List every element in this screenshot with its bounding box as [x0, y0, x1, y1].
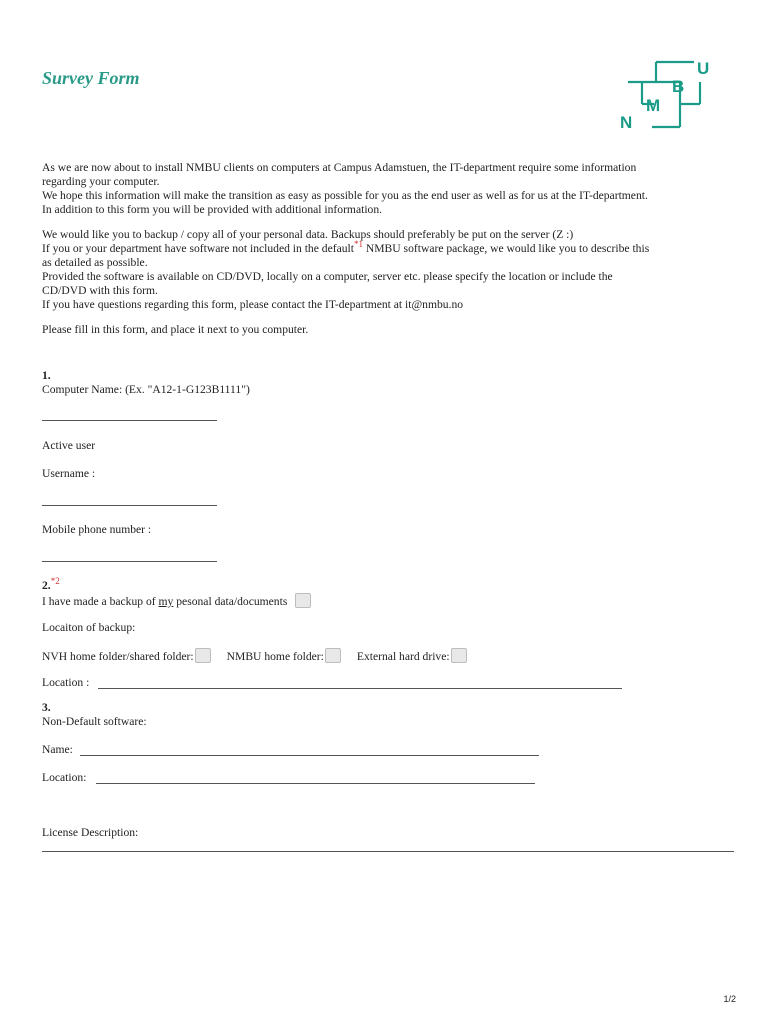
- section-2-number: [42, 576, 60, 593]
- section-3-number: 3.: [42, 701, 51, 714]
- intro-line: as detailed as possible.: [42, 256, 148, 269]
- page-title: Survey Form: [42, 68, 140, 88]
- username-field[interactable]: [42, 505, 217, 506]
- logo-letter-m: M: [646, 96, 661, 115]
- license-description-label: License Description:: [42, 826, 139, 839]
- intro-line: regarding your computer.: [42, 175, 160, 188]
- external-drive-checkbox[interactable]: [451, 648, 467, 663]
- nvh-home-label: NVH home folder/shared folder:: [42, 650, 194, 663]
- logo-letter-b: B: [672, 77, 685, 96]
- intro-paragraph-2: [42, 228, 732, 312]
- external-drive-label: External hard drive:: [356, 650, 450, 663]
- nvh-home-checkbox[interactable]: [195, 648, 211, 663]
- intro-line: In addition to this form you will be provided with additional information.: [42, 203, 383, 216]
- license-description-field[interactable]: [42, 851, 734, 852]
- software-location-field[interactable]: [96, 783, 535, 784]
- backup-text-fragment: I have made a backup of: [42, 595, 159, 608]
- software-name-field[interactable]: [80, 755, 539, 756]
- intro-text-fragment: If you or your department have software not included in the default: [42, 242, 354, 255]
- backup-text-my: my: [158, 595, 174, 608]
- intro-line: [42, 239, 732, 256]
- intro-line: As we are now about to install NMBU clients on computers at Campus Adamstuen, the IT-department require some information: [42, 161, 637, 174]
- intro-paragraph-3: Please fill in this form, and place it next to you computer.: [42, 323, 309, 336]
- active-user-label: Active user: [42, 439, 96, 452]
- section-2-number-text: 2.: [42, 579, 51, 592]
- intro-line: Provided the software is available on CD/DVD, locally on a computer, server etc. please specify the location or include the: [42, 270, 613, 283]
- footnote-mark-2: *2: [50, 576, 60, 587]
- software-name-label: Name:: [42, 743, 73, 756]
- intro-paragraph-1: [42, 161, 732, 217]
- backup-statement: [42, 593, 315, 609]
- backup-location-label: Locaiton of backup:: [42, 621, 136, 634]
- intro-line: CD/DVD with this form.: [42, 284, 158, 297]
- mobile-phone-field[interactable]: [42, 561, 217, 562]
- intro-text: [42, 161, 732, 348]
- section-1-number: 1.: [42, 369, 51, 382]
- intro-line: We hope this information will make the transition as easy as possible for you as the end user as well as for us at the IT-department.: [42, 189, 648, 202]
- nmbu-logo: [618, 58, 718, 134]
- logo-letter-u: U: [697, 59, 710, 78]
- logo-letter-n: N: [620, 113, 633, 132]
- computer-name-label: Computer Name: (Ex. "A12-1-G123B1111"): [42, 383, 250, 396]
- page-number: 1/2: [723, 994, 736, 1004]
- nmbu-home-label: NMBU home folder:: [226, 650, 324, 663]
- intro-line: We would like you to backup / copy all of your personal data. Backups should preferably be put on the server (Z :): [42, 228, 574, 241]
- username-label: Username :: [42, 467, 96, 480]
- computer-name-field[interactable]: [42, 420, 217, 421]
- backup-text-fragment: pesonal data/documents: [173, 595, 288, 608]
- backup-location-label-2: Location :: [42, 676, 90, 689]
- backup-location-field[interactable]: [98, 688, 622, 689]
- intro-line: If you have questions regarding this form, please contact the IT-department at it@nmbu.no: [42, 298, 464, 311]
- nmbu-logo-icon: [618, 58, 718, 134]
- footnote-mark-1: *1: [353, 239, 363, 250]
- intro-text-fragment: NMBU software package, we would like you to describe this: [362, 242, 650, 255]
- mobile-phone-label: Mobile phone number :: [42, 523, 152, 536]
- backup-done-checkbox[interactable]: [295, 593, 311, 608]
- backup-location-options: [42, 648, 471, 664]
- nmbu-home-checkbox[interactable]: [325, 648, 341, 663]
- non-default-software-label: Non-Default software:: [42, 715, 147, 728]
- software-location-label: Location:: [42, 771, 87, 784]
